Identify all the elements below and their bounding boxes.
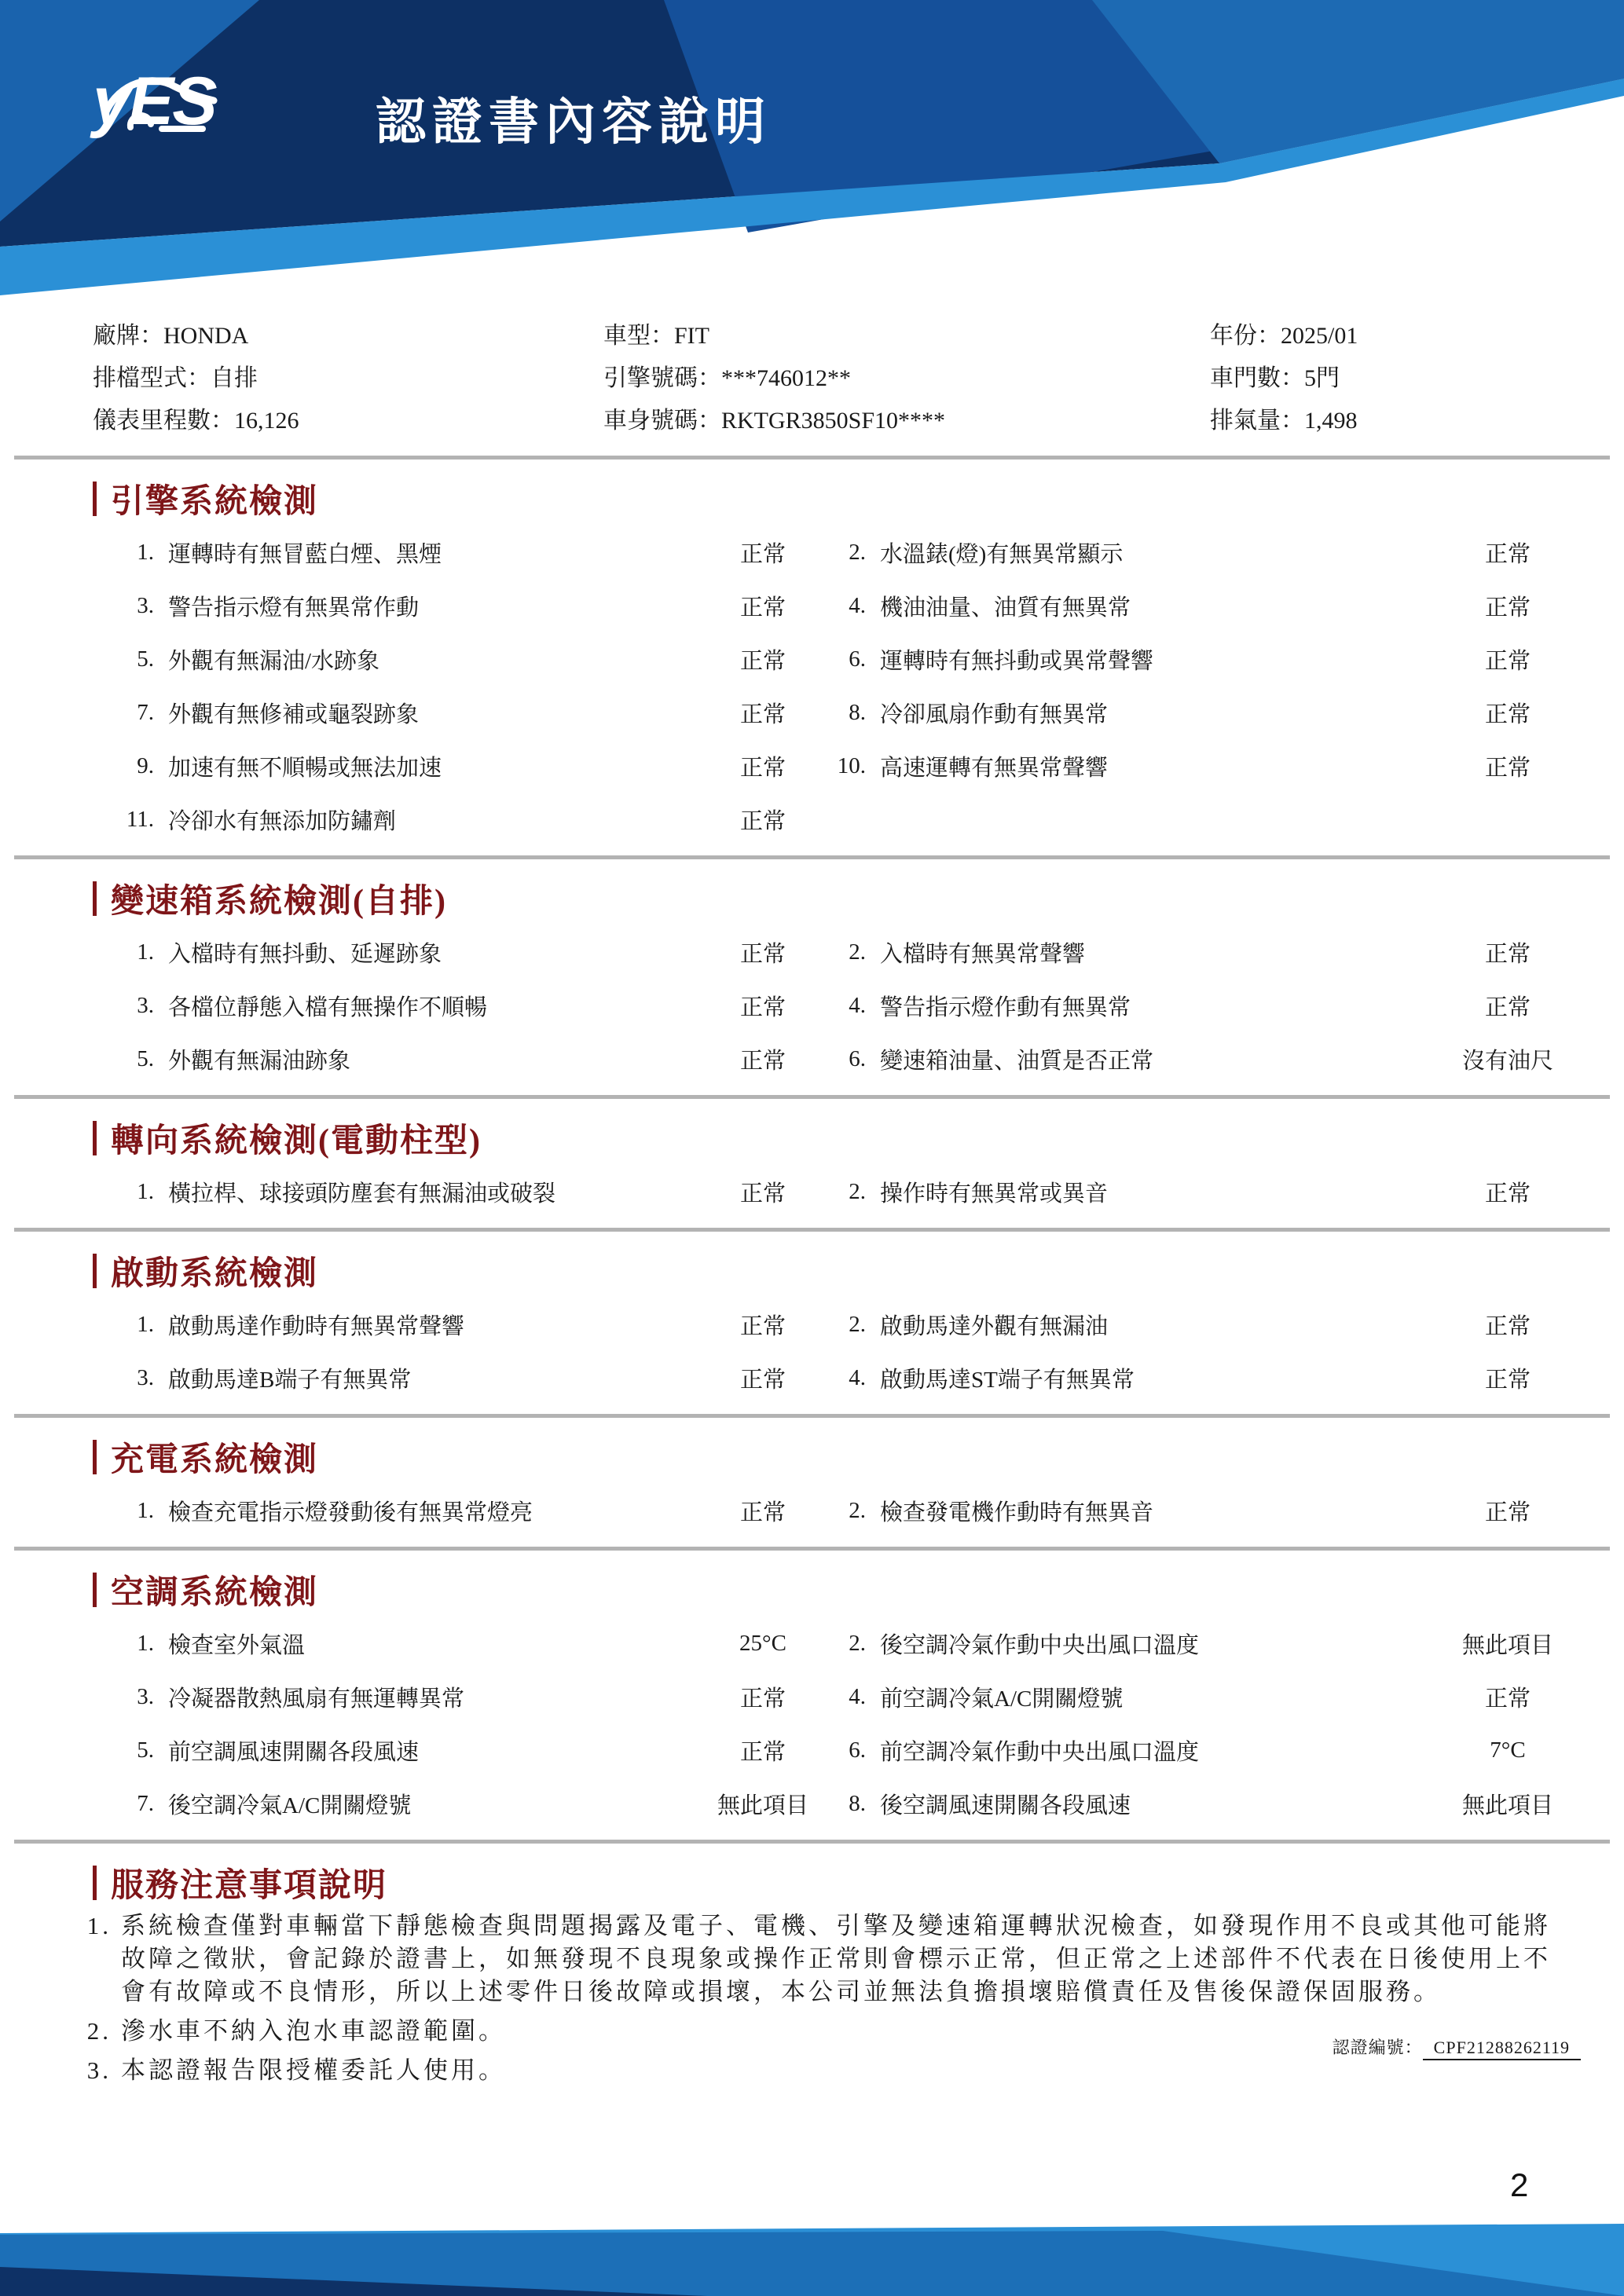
- info-separator: ：: [1281, 365, 1304, 391]
- checklist-item: [110, 1176, 822, 1208]
- page-title: 認證書內容說明: [376, 93, 772, 150]
- checklist-row: [0, 525, 1624, 579]
- info-label: 年份: [1210, 323, 1257, 349]
- info-field: [603, 316, 1210, 358]
- section: [0, 1232, 1624, 1418]
- info-field: [93, 316, 603, 358]
- checklist-item: [836, 1362, 1567, 1394]
- checklist-item: [836, 750, 1567, 782]
- item-text: 前空調冷氣作動中央出風口溫度: [880, 1739, 1200, 1765]
- checklist-item: [836, 1176, 1567, 1208]
- item-status: 正常: [1484, 541, 1531, 567]
- item-status: 正常: [739, 1048, 786, 1074]
- item-number: 10.: [837, 753, 866, 778]
- section-title: [93, 1571, 1624, 1609]
- item-number: 2.: [849, 1630, 866, 1656]
- checklist-item: [110, 1681, 822, 1713]
- checklist-item: [110, 1043, 822, 1075]
- item-text: 外觀有無漏油跡象: [168, 1048, 351, 1074]
- item-status: 正常: [739, 755, 786, 781]
- checklist-item: [110, 1495, 822, 1527]
- item-number: 3.: [137, 992, 154, 1018]
- item-status: 25°C: [739, 1630, 786, 1656]
- note-text: 本認證報告限授權委託人使用。: [121, 2056, 506, 2084]
- section-title-bar: [93, 1573, 97, 1607]
- item-number: 2.: [849, 1178, 866, 1204]
- info-separator: ：: [140, 323, 163, 349]
- section-rows: [0, 1165, 1624, 1218]
- item-number: 6.: [849, 1737, 866, 1763]
- info-field: [93, 401, 603, 443]
- section-title-text: 變速箱系統檢測(自排): [111, 884, 447, 920]
- item-number: 6.: [849, 646, 866, 672]
- section-title-bar: [93, 1121, 97, 1155]
- info-value: 16,126: [234, 408, 299, 434]
- info-field: [1210, 316, 1624, 358]
- info-value: RKTGR3850SF10****: [721, 408, 946, 434]
- section-rows: [0, 1617, 1624, 1830]
- item-text: 入檔時有無異常聲響: [880, 941, 1086, 967]
- checklist-item: [110, 750, 822, 782]
- item-status: 正常: [1484, 1686, 1531, 1712]
- item-status: 正常: [739, 648, 786, 674]
- checklist-item: [836, 936, 1567, 969]
- logo-text: yES: [93, 64, 216, 139]
- certification-number: [1333, 2034, 1581, 2059]
- item-text: 冷卻風扇作動有無異常: [880, 701, 1109, 727]
- item-number: 8.: [849, 699, 866, 725]
- item-text: 後空調冷氣A/C開關燈號: [168, 1792, 412, 1818]
- section-title-text: 引擎系統檢測: [111, 484, 319, 520]
- section-rows: [0, 1484, 1624, 1537]
- section-title-text: 啟動系統檢測: [111, 1256, 319, 1292]
- item-number: 3.: [137, 1364, 154, 1390]
- info-value: HONDA: [163, 323, 249, 349]
- checklist-item: [836, 1788, 1567, 1820]
- section-rows: [0, 925, 1624, 1086]
- checklist-item: [110, 990, 822, 1022]
- sections: [0, 460, 1624, 1844]
- item-text: 運轉時有無冒藍白煙、黑煙: [168, 541, 442, 567]
- section: [0, 1099, 1624, 1232]
- info-label: 廠牌: [93, 323, 140, 349]
- item-number: 5.: [137, 1045, 154, 1071]
- checklist-item: [836, 536, 1567, 569]
- checklist-item: [836, 1734, 1567, 1767]
- checklist-item: [110, 1734, 822, 1767]
- info-label: 儀表里程數: [93, 408, 211, 434]
- item-text: 前空調冷氣A/C開關燈號: [880, 1686, 1124, 1712]
- item-status: 正常: [739, 1181, 786, 1207]
- item-text: 機油油量、油質有無異常: [880, 595, 1131, 621]
- checklist-item: [836, 643, 1567, 676]
- info-separator: ：: [698, 365, 721, 391]
- info-separator: ：: [698, 408, 721, 434]
- checklist-item: [836, 1628, 1567, 1660]
- item-status: 正常: [1484, 755, 1531, 781]
- checklist-row: [0, 925, 1624, 979]
- item-number: 5.: [137, 646, 154, 672]
- section-rows: [0, 525, 1624, 846]
- info-label: 車門數: [1210, 365, 1281, 391]
- item-status: 正常: [1484, 1500, 1531, 1525]
- item-status: 正常: [1484, 1367, 1531, 1393]
- item-number: 2.: [849, 1311, 866, 1337]
- item-number: 2.: [849, 539, 866, 565]
- checklist-item: [836, 1043, 1567, 1075]
- item-number: 4.: [849, 992, 866, 1018]
- item-status: 正常: [739, 941, 786, 967]
- section-title: [93, 1252, 1624, 1290]
- item-text: 啟動馬達外觀有無漏油: [880, 1313, 1109, 1339]
- section-title-bar: [93, 881, 97, 916]
- checklist-item: [836, 1681, 1567, 1713]
- checklist-item: [110, 1309, 822, 1341]
- item-number: 2.: [849, 1497, 866, 1523]
- checklist-row: [0, 1617, 1624, 1670]
- item-text: 檢查充電指示燈發動後有無異常燈亮: [168, 1500, 533, 1525]
- footer-graphic: [0, 2221, 1624, 2296]
- item-text: 警告指示燈有無異常作動: [168, 595, 420, 621]
- checklist-item: [836, 590, 1567, 622]
- item-number: 7.: [137, 1790, 154, 1816]
- item-text: 後空調風速開關各段風速: [880, 1792, 1131, 1818]
- info-label: 車身號碼: [603, 408, 698, 434]
- checklist-item: [110, 590, 822, 622]
- section-title-bar: [93, 482, 97, 516]
- item-number: 3.: [137, 1683, 154, 1709]
- item-text: 冷卻水有無添加防鏽劑: [168, 808, 397, 834]
- item-status: 正常: [1484, 595, 1531, 621]
- item-status: 正常: [739, 1686, 786, 1712]
- section-title-bar: [93, 1440, 97, 1474]
- section-title-text: 充電系統檢測: [111, 1442, 319, 1478]
- item-text: 檢查室外氣溫: [168, 1632, 306, 1658]
- item-number: 1.: [137, 1178, 154, 1204]
- item-text: 操作時有無異常或異音: [880, 1181, 1109, 1207]
- note-number: 1.: [86, 1912, 112, 1939]
- checklist-item: [110, 1362, 822, 1394]
- note-number: 3.: [86, 2056, 112, 2084]
- item-text: 運轉時有無抖動或異常聲響: [880, 648, 1154, 674]
- item-text: 水溫錶(燈)有無異常顯示: [880, 541, 1124, 567]
- info-label: 排檔型式: [93, 365, 187, 391]
- item-text: 橫拉桿、球接頭防塵套有無漏油或破裂: [168, 1181, 556, 1207]
- item-status: 沒有油尺: [1461, 1048, 1553, 1074]
- item-text: 啟動馬達B端子有無異常: [168, 1367, 412, 1393]
- vehicle-info: [0, 0, 1624, 443]
- section: [0, 1551, 1624, 1844]
- item-status: 正常: [739, 994, 786, 1020]
- checklist-item: [836, 990, 1567, 1022]
- checklist-item: [110, 643, 822, 676]
- item-text: 外觀有無修補或龜裂跡象: [168, 701, 420, 727]
- checklist-item: [836, 1495, 1567, 1527]
- info-field: [93, 358, 603, 401]
- item-status: 正常: [1484, 648, 1531, 674]
- section-title-bar: [93, 1866, 97, 1900]
- info-label: 排氣量: [1210, 408, 1281, 434]
- note-number: 2.: [86, 2017, 112, 2045]
- info-value: 2025/01: [1281, 323, 1358, 349]
- checklist-item: [110, 804, 822, 836]
- cert-number: CPF21288262119: [1423, 2038, 1581, 2060]
- item-number: 1.: [137, 539, 154, 565]
- info-value: 5門: [1304, 365, 1340, 391]
- section: [0, 460, 1624, 859]
- item-status: 正常: [739, 1313, 786, 1339]
- section-title: [93, 480, 1624, 518]
- checklist-row: [0, 793, 1624, 846]
- item-number: 4.: [849, 1364, 866, 1390]
- item-status: 7°C: [1490, 1737, 1526, 1763]
- item-status: 正常: [1484, 1313, 1531, 1339]
- item-status: 正常: [1484, 994, 1531, 1020]
- item-text: 啟動馬達ST端子有無異常: [880, 1367, 1135, 1393]
- note-item: [0, 2054, 1624, 2087]
- item-status: 無此項目: [1461, 1792, 1553, 1818]
- item-number: 8.: [849, 1790, 866, 1816]
- item-text: 啟動馬達作動時有無異常聲響: [168, 1313, 465, 1339]
- checklist-row: [0, 1670, 1624, 1723]
- item-status: 正常: [1484, 941, 1531, 967]
- info-field: [1210, 358, 1624, 401]
- checklist-row: [0, 579, 1624, 632]
- checklist-item: [110, 936, 822, 969]
- footer-banner: [0, 2221, 1624, 2296]
- item-status: 正常: [1484, 701, 1531, 727]
- section-title: [93, 1438, 1624, 1476]
- item-number: 1.: [137, 1497, 154, 1523]
- info-separator: ：: [187, 365, 211, 391]
- checklist-row: [0, 1165, 1624, 1218]
- info-value: FIT: [674, 323, 709, 349]
- item-status: 正常: [739, 595, 786, 621]
- note-item: [0, 1910, 1624, 2009]
- info-value: 自排: [211, 365, 258, 391]
- item-text: 各檔位靜態入檔有無操作不順暢: [168, 994, 488, 1020]
- item-text: 檢查發電機作動時有無異音: [880, 1500, 1154, 1525]
- note-text: 滲水車不納入泡水車認證範圍。: [121, 2017, 506, 2045]
- section-title: 服務注意事項說明: [93, 1864, 1624, 1902]
- checklist-row: [0, 1032, 1624, 1086]
- checklist-row: [0, 1723, 1624, 1777]
- item-number: 6.: [849, 1045, 866, 1071]
- info-value: 1,498: [1304, 408, 1358, 434]
- checklist-row: [0, 739, 1624, 793]
- checklist-row: [0, 1351, 1624, 1404]
- item-number: 9.: [137, 753, 154, 778]
- item-status: 正常: [739, 808, 786, 834]
- item-status: 正常: [739, 1367, 786, 1393]
- item-text: 警告指示燈作動有無異常: [880, 994, 1131, 1020]
- checklist-row: [0, 1777, 1624, 1830]
- checklist-row: [0, 979, 1624, 1032]
- checklist-item: [836, 697, 1567, 729]
- info-field: [603, 358, 1210, 401]
- item-status: 正常: [1484, 1181, 1531, 1207]
- page-number: 2: [1510, 2166, 1529, 2203]
- item-status: 正常: [739, 701, 786, 727]
- info-field: [603, 401, 1210, 443]
- item-number: 5.: [137, 1737, 154, 1763]
- notes-list: [0, 1910, 1624, 2087]
- section: [0, 1418, 1624, 1551]
- cert-label: 認證編號：: [1332, 2038, 1423, 2057]
- checklist-row: [0, 686, 1624, 739]
- info-field: [1210, 401, 1624, 443]
- info-label: 引擎號碼: [603, 365, 698, 391]
- section-title-text: 空調系統檢測: [111, 1575, 319, 1611]
- checklist-item: [110, 1628, 822, 1660]
- item-text: 變速箱油量、油質是否正常: [880, 1048, 1154, 1074]
- item-text: 前空調風速開關各段風速: [168, 1739, 420, 1765]
- checklist-item: [836, 1309, 1567, 1341]
- item-number: 11.: [126, 806, 154, 832]
- section-title-text: 轉向系統檢測(電動柱型): [111, 1123, 482, 1159]
- checklist-item: [110, 536, 822, 569]
- item-text: 入檔時有無抖動、延遲跡象: [168, 941, 442, 967]
- info-value: ***746012**: [721, 365, 851, 391]
- item-number: 4.: [849, 1683, 866, 1709]
- item-text: 後空調冷氣作動中央出風口溫度: [880, 1632, 1200, 1658]
- info-separator: ：: [1281, 408, 1304, 434]
- checklist-row: [0, 1298, 1624, 1351]
- item-text: 高速運轉有無異常聲響: [880, 755, 1109, 781]
- checklist-item: [110, 1788, 822, 1820]
- item-number: 3.: [137, 592, 154, 618]
- info-separator: ：: [651, 323, 674, 349]
- item-status: 正常: [739, 1500, 786, 1525]
- item-number: 7.: [137, 699, 154, 725]
- checklist-row: [0, 632, 1624, 686]
- item-text: 外觀有無漏油/水跡象: [168, 648, 380, 674]
- item-text: 加速有無不順暢或無法加速: [168, 755, 442, 781]
- item-number: 1.: [137, 939, 154, 965]
- checklist-item: [110, 697, 822, 729]
- section-title: [93, 1119, 1624, 1157]
- checklist-row: [0, 1484, 1624, 1537]
- section: [0, 859, 1624, 1099]
- item-status: 正常: [739, 1739, 786, 1765]
- info-label: 車型: [603, 323, 651, 349]
- info-separator: ：: [1257, 323, 1281, 349]
- item-number: 2.: [849, 939, 866, 965]
- info-separator: ：: [211, 408, 234, 434]
- item-text: 冷凝器散熱風扇有無運轉異常: [168, 1686, 465, 1712]
- item-number: 1.: [137, 1630, 154, 1656]
- item-number: 4.: [849, 592, 866, 618]
- item-status: 無此項目: [717, 1792, 808, 1818]
- section-title: [93, 880, 1624, 920]
- section-title-bar: [93, 1254, 97, 1288]
- item-number: 1.: [137, 1311, 154, 1337]
- item-status: 無此項目: [1461, 1632, 1553, 1658]
- section-rows: [0, 1298, 1624, 1404]
- note-text: 系統檢查僅對車輛當下靜態檢查與問題揭露及電子、電機、引擎及變速箱運轉狀況檢查，如發現作用不良或其他可能將故障之徵狀，會記錄於證書上，如無發現不良現象或操作正常則會標示正常，但正常之上述部件不代表在日後使用上不會有故障或不良情形，所以上述零件日後故障或損壞，本公司並無法負擔損壞賠償責任及售後保證保固服務。: [121, 1912, 1551, 2005]
- item-status: 正常: [739, 541, 786, 567]
